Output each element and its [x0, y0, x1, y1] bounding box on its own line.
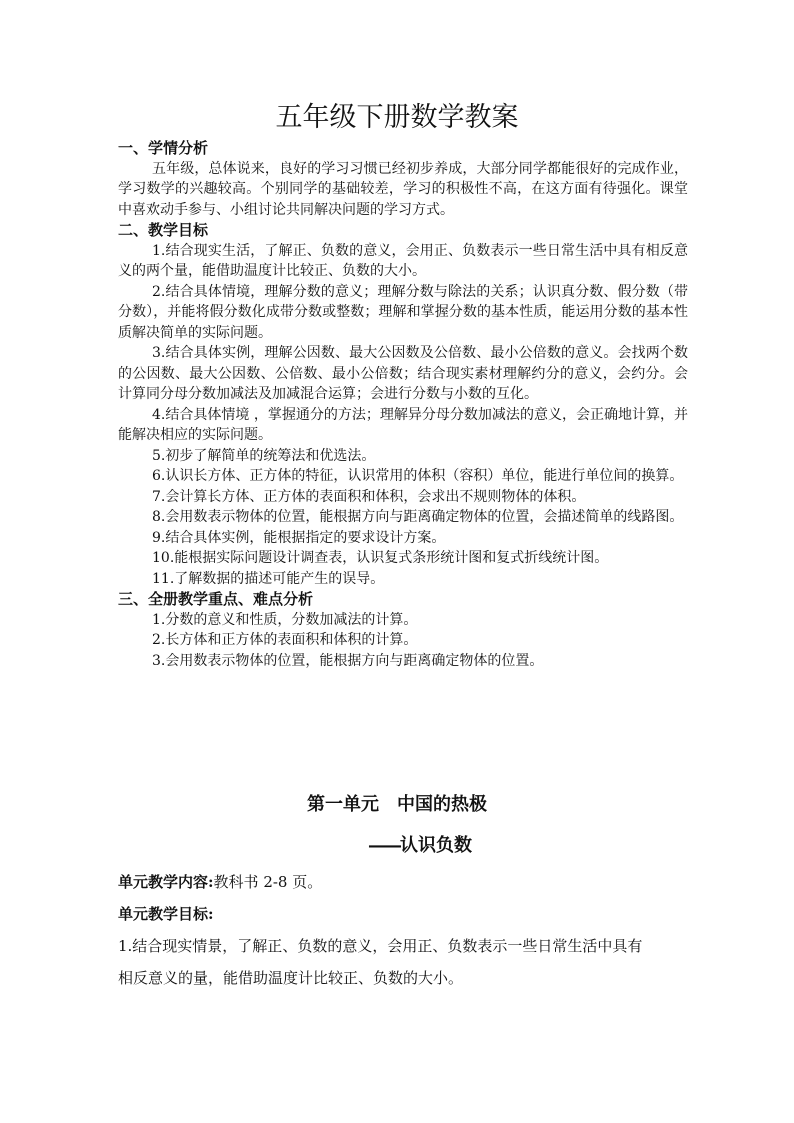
unit-content-label: 单元教学内容: [118, 873, 214, 891]
paragraph: 5.初步了解简单的统筹法和优选法。 [152, 447, 376, 464]
unit-content-line [118, 867, 688, 897]
unit-goals-label: 单元教学目标: [118, 905, 214, 923]
document-title: 五年级下册数学教案 [275, 102, 519, 133]
unit-title: 第一单元 中国的热极 [307, 794, 487, 815]
subtitle-text: 认识负数 [400, 835, 472, 856]
paragraph: 五年级，总体说来，良好的学习习惯已经初步养成，大部分同学都能很好的完成作业，学习数学的兴趣较高。个别同学的基础较差，学习的积极性不高，在这方面有待强化。课堂中喜欢动手参与、小组讨论共同解决问题的学习方式。 [118, 160, 688, 218]
section-learning-analysis [118, 138, 688, 671]
unit-goal-line: 1.结合现实情景，了解正、负数的意义，会用正、负数表示一些日常生活中具有 [118, 937, 643, 955]
section-heading: 二、教学目标 [118, 221, 209, 239]
paragraph: 7.会计算长方体、正方体的表面积和体积，会求出不规则物体的体积。 [152, 488, 586, 505]
paragraph: 11.了解数据的描述可能产生的误导。 [152, 570, 385, 587]
paragraph: 6.认识长方体、正方体的特征，认识常用的体积（容积）单位，能进行单位间的换算。 [152, 468, 684, 484]
subtitle-dash: —— [368, 835, 400, 856]
paragraph: 8.会用数表示物体的位置，能根据方向与距离确定物体的位置，会描述简单的线路图。 [152, 509, 684, 525]
paragraph: 3.会用数表示物体的位置，能根据方向与距离确定物体的位置。 [152, 652, 544, 669]
paragraph: 10.能根据实际问题设计调查表，认识复式条形统计图和复式折线统计图。 [152, 550, 609, 566]
section-heading: 三、全册教学重点、难点分析 [118, 590, 314, 608]
paragraph: 4.结合具体情境 ，掌握通分的方法；理解异分母分数加减法的意义，会正确地计算，并能解决相应的实际问题。 [118, 406, 688, 443]
section-heading: 一、学情分析 [118, 139, 209, 157]
unit-goal-line: 相反意义的量，能借助温度计比较正、负数的大小。 [118, 969, 464, 987]
paragraph: 1.分数的意义和性质，分数加减法的计算。 [152, 611, 418, 628]
paragraph: 9.结合具体实例，能根据指定的要求设计方案。 [152, 529, 446, 546]
unit-subtitle [368, 833, 472, 859]
unit-goals-line [118, 899, 688, 929]
unit-content-value: 教科书 2-8 页。 [213, 873, 323, 891]
paragraph: 1.结合现实生活，了解正、负数的意义，会用正、负数表示一些日常生活中具有相反意义的两个量，能借助温度计比较正、负数的大小。 [118, 242, 688, 279]
paragraph: 3.结合具体实例，理解公因数、最大公因数及公倍数、最小公倍数的意义。会找两个数的公因数、最大公因数、公倍数、最小公倍数；结合现实素材理解约分的意义，会约分。会计算同分母分数加减法及加减混合运算；会进行分数与小数的互化。 [118, 345, 688, 402]
paragraph: 2.结合具体情境，理解分数的意义；理解分数与除法的关系；认识真分数、假分数（带分数），并能将假分数化成带分数或整数；理解和掌握分数的基本性质，能运用分数的基本性质解决简单的实际问题。 [118, 283, 688, 341]
paragraph: 2.长方体和正方体的表面积和体积的计算。 [152, 632, 418, 648]
